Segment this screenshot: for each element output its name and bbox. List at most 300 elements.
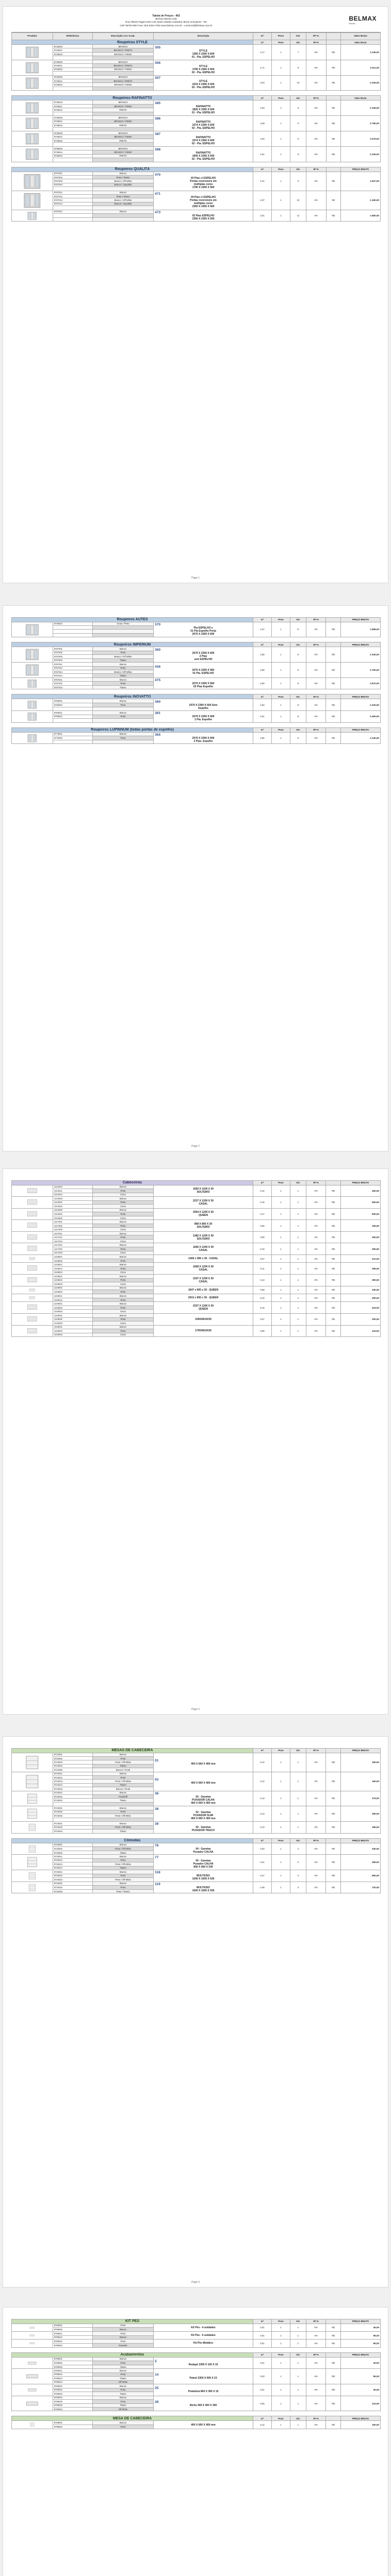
product-vol: 9 bbox=[290, 116, 306, 131]
section-price-head: PREÇO BRUTO bbox=[340, 727, 380, 732]
product-color: Preto bbox=[92, 1212, 153, 1216]
product-vol: 1 bbox=[290, 1791, 306, 1806]
product-color: Branco bbox=[92, 1314, 153, 1318]
product-color: Titanio bbox=[92, 2365, 153, 2369]
currency-label: R$ bbox=[326, 45, 340, 60]
product-thumbnail-icon bbox=[13, 1315, 52, 1324]
product-code: 8724021 bbox=[53, 1791, 92, 1794]
product-price: 110,00 bbox=[340, 2396, 380, 2411]
product-code: 8736030 bbox=[53, 131, 92, 134]
currency-label: R$ bbox=[326, 1772, 340, 1791]
product-code: 1319011 bbox=[53, 1294, 92, 1298]
product-description-line: 400 X 600 X 400 mm bbox=[191, 2423, 216, 2427]
product-vol: 1 bbox=[290, 1302, 306, 1314]
product-color bbox=[92, 214, 153, 218]
product-color: Preto bbox=[92, 1886, 153, 1890]
product-code: 1318001 bbox=[53, 1255, 92, 1259]
product-vol: 3 bbox=[290, 1882, 306, 1893]
product-color: BRANCO / FENDI bbox=[92, 150, 153, 154]
section-col-rs bbox=[326, 617, 340, 622]
product-vol: 1 bbox=[290, 2331, 306, 2339]
product-price: 415,00 bbox=[340, 1302, 380, 1314]
product-code: 8734011 bbox=[53, 1855, 92, 1858]
product-color: Preto bbox=[92, 1189, 153, 1193]
product-code: 1318021 bbox=[53, 1275, 92, 1279]
product-color: Branco bbox=[92, 191, 153, 194]
product-description bbox=[154, 1772, 253, 1791]
product-color bbox=[92, 112, 153, 115]
section-col-m3: m³ bbox=[253, 2352, 271, 2357]
product-ipi: 0% bbox=[306, 2331, 326, 2339]
product-description-line: 2070 X 2300 X 560 bbox=[192, 668, 215, 672]
product-code: 8757002 bbox=[53, 651, 92, 654]
section-col-ipi: IPI % bbox=[306, 1838, 326, 1843]
product-color: Branco bbox=[92, 2396, 153, 2399]
section-gap bbox=[12, 689, 381, 694]
product-ipi: 0% bbox=[306, 2384, 326, 2396]
product-price: 460,00 bbox=[340, 1185, 380, 1197]
product-thumbnail-icon bbox=[13, 46, 52, 59]
section-title-row bbox=[12, 96, 381, 100]
product-vol: 8 bbox=[290, 622, 306, 637]
product-price: 600,00 bbox=[340, 1208, 380, 1220]
product-description-line: 1000 X 1000 X 530 bbox=[192, 1889, 215, 1892]
product-code: 8736041 bbox=[53, 150, 92, 154]
product-color bbox=[92, 127, 153, 131]
currency-label: R$ bbox=[326, 60, 340, 75]
product-description bbox=[154, 1185, 253, 1197]
product-description-line: 1365 X 2300 X 600 bbox=[192, 52, 215, 56]
product-reference: 390 bbox=[155, 700, 161, 704]
product-color: Branco / Fendi bbox=[92, 1787, 153, 1791]
product-thumbnail-icon bbox=[13, 1773, 52, 1790]
product-vol: 8 bbox=[290, 146, 306, 162]
product-code: 1319031 bbox=[53, 1314, 92, 1318]
section-col-ipi: IPI % bbox=[306, 40, 326, 45]
product-price: 720,00 bbox=[340, 1882, 380, 1893]
table-row bbox=[12, 1855, 381, 1858]
product-thumbnail-icon bbox=[13, 1276, 52, 1285]
section-title-row bbox=[12, 2319, 381, 2324]
page-content bbox=[11, 1743, 381, 1893]
product-m3: 2,50 bbox=[253, 699, 271, 711]
table-row bbox=[12, 1231, 381, 1235]
section-col-vol: Vol. bbox=[290, 40, 306, 45]
product-description bbox=[154, 677, 253, 689]
product-code: 8734002 bbox=[53, 1847, 92, 1851]
product-thumbnail-icon bbox=[13, 2333, 52, 2338]
brand-logo bbox=[349, 15, 377, 25]
product-color: Preto bbox=[92, 651, 153, 654]
product-description bbox=[154, 1243, 253, 1255]
product-color: BRANCO / FENDI bbox=[92, 104, 153, 108]
product-vol: 1 bbox=[290, 1263, 306, 1275]
product-vol: 1 bbox=[290, 1255, 306, 1263]
product-code bbox=[53, 143, 92, 146]
product-peso: 1 bbox=[272, 45, 290, 60]
section-col-rs bbox=[326, 1838, 340, 1843]
product-m3: 0,07 bbox=[253, 1255, 271, 1263]
currency-label: R$ bbox=[326, 2396, 340, 2411]
product-description-line: 02 - Pta. ESPELHO bbox=[191, 157, 215, 161]
product-code: 1317011 bbox=[53, 1231, 92, 1235]
product-m3: 2,17 bbox=[253, 45, 272, 60]
product-description-line: 1650 X 1200 X 30 bbox=[193, 1188, 214, 1191]
product-code: 8767002 bbox=[53, 175, 92, 179]
product-code: 1318022 bbox=[53, 1278, 92, 1282]
currency-label: R$ bbox=[326, 1753, 340, 1772]
product-color: Branco bbox=[92, 1855, 153, 1858]
product-code: 1318013 bbox=[53, 1270, 92, 1275]
product-price: 185,00 bbox=[340, 1822, 380, 1834]
section-col-m3: m³ bbox=[253, 617, 271, 622]
product-code: 8724002 bbox=[53, 1756, 92, 1760]
product-code: 8757023 bbox=[53, 685, 92, 689]
section-col-peso: Peso bbox=[271, 694, 290, 699]
product-peso: 1 bbox=[271, 699, 290, 711]
product-peso: 1 bbox=[271, 1822, 290, 1834]
product-code bbox=[53, 112, 92, 115]
product-code: 8734031 bbox=[53, 1882, 92, 1886]
product-color bbox=[92, 206, 153, 210]
product-thumbnail-icon bbox=[13, 2359, 52, 2368]
product-thumbnail-icon bbox=[13, 1221, 52, 1230]
product-description bbox=[154, 45, 253, 60]
product-color bbox=[92, 740, 153, 744]
product-description bbox=[154, 100, 253, 116]
product-ipi: 0% bbox=[306, 647, 326, 663]
product-color: Preto bbox=[92, 2425, 153, 2429]
product-thumbnail-icon bbox=[13, 1303, 52, 1312]
product-thumbnail-icon bbox=[13, 1256, 52, 1261]
section-col-ipi: IPI % bbox=[306, 2416, 326, 2421]
product-m3: 0,47 bbox=[253, 1870, 271, 1882]
product-thumbnail-icon bbox=[13, 192, 52, 209]
product-vol: 1 bbox=[290, 1208, 306, 1220]
product-description bbox=[154, 60, 253, 75]
section-col-rs bbox=[326, 40, 340, 45]
product-color: Preto / Off White bbox=[92, 1780, 153, 1783]
product-ipi: 0% bbox=[306, 131, 326, 146]
section-col-ipi: IPI % bbox=[306, 2352, 326, 2357]
product-peso: 1 bbox=[272, 210, 290, 222]
currency-label: R$ bbox=[326, 116, 340, 131]
product-code: 8736022 bbox=[53, 124, 92, 127]
product-description bbox=[154, 732, 253, 744]
product-code: 8799002 bbox=[53, 2425, 92, 2429]
product-description-line: Portas reversíveis em bbox=[190, 199, 217, 202]
product-vol: 1 bbox=[290, 2396, 306, 2411]
product-peso: 1 bbox=[271, 677, 290, 689]
product-description-line: 2274 X 2300 X 600 bbox=[192, 139, 215, 142]
product-code: 1319023 bbox=[53, 1310, 92, 1314]
product-vol: 1 bbox=[290, 1325, 306, 1337]
product-color: Titanio bbox=[92, 2377, 153, 2380]
product-price: 430,00 bbox=[340, 1843, 380, 1855]
product-description-line: 400 X 600 X 400 mm bbox=[191, 1762, 216, 1766]
product-peso: 1 bbox=[271, 732, 290, 744]
currency-label: R$ bbox=[326, 2331, 340, 2339]
product-description-line: 02 - Pta. ESPELHO bbox=[191, 142, 215, 145]
product-vol: 1 bbox=[290, 1220, 306, 1232]
section-col-m3: m³ bbox=[253, 96, 272, 100]
product-code: 8799001 bbox=[53, 2421, 92, 2425]
product-vol: 9 bbox=[290, 172, 306, 191]
product-description-line: 2564 X 1200 X 30 bbox=[193, 1211, 214, 1214]
product-color: PRETO bbox=[92, 139, 153, 142]
product-m3: 2,66 bbox=[253, 732, 271, 744]
product-reference: 76 bbox=[155, 1843, 159, 1848]
product-ipi: 0% bbox=[306, 1325, 326, 1337]
product-color: Branco bbox=[92, 2335, 153, 2340]
product-m3: 3,04 bbox=[253, 75, 272, 91]
product-color: Branco bbox=[92, 1882, 153, 1886]
product-m3: 2,60 bbox=[253, 677, 271, 689]
section-col-peso: Peso bbox=[271, 727, 290, 732]
table-row bbox=[12, 1185, 381, 1189]
product-color: Titanio bbox=[92, 1829, 153, 1834]
product-image bbox=[12, 1855, 53, 1870]
product-ipi: 0% bbox=[306, 1855, 326, 1870]
product-description-line: Kit Pés - 6 unidades bbox=[191, 2334, 216, 2337]
table-row bbox=[12, 131, 381, 134]
product-color: Branco bbox=[92, 1870, 153, 1874]
product-color: Cinza bbox=[92, 1282, 153, 1286]
product-m3: 0,12 bbox=[253, 1753, 271, 1772]
product-vol: 9 bbox=[290, 60, 306, 75]
product-ipi: 0% bbox=[306, 1275, 326, 1286]
section-title-row bbox=[12, 727, 381, 732]
product-description-line: 1825 X 2300 X 600 bbox=[192, 108, 215, 112]
product-color: Dourado bbox=[92, 2343, 153, 2347]
table-row bbox=[12, 1243, 381, 1247]
section-col-m3: m³ bbox=[253, 642, 271, 647]
table-row bbox=[12, 2324, 381, 2328]
product-color: Preto bbox=[92, 2324, 153, 2328]
section-gap bbox=[12, 722, 381, 727]
product-color: Branco bbox=[92, 732, 153, 736]
product-ipi: 0% bbox=[306, 172, 326, 191]
product-code: 8734012 bbox=[53, 1858, 92, 1862]
product-ipi: 0% bbox=[306, 2369, 326, 2384]
brand-name: BELMAX bbox=[349, 15, 377, 22]
section-col-ipi: IPI % bbox=[306, 167, 326, 172]
product-thumbnail-icon bbox=[13, 679, 52, 688]
product-thumbnail-icon bbox=[13, 117, 52, 130]
product-color bbox=[92, 625, 153, 629]
product-code bbox=[53, 72, 92, 75]
product-color: Preto bbox=[92, 703, 153, 707]
product-thumbnail-icon bbox=[13, 1198, 52, 1207]
product-image bbox=[12, 622, 53, 637]
product-reference: 118 bbox=[155, 1871, 160, 1875]
product-peso: 1 bbox=[271, 1806, 290, 1822]
section-col-rs bbox=[326, 2352, 340, 2357]
product-thumbnail-icon bbox=[13, 1754, 52, 1771]
product-color: BRANCO bbox=[92, 75, 153, 79]
product-peso: 1 bbox=[271, 1314, 290, 1326]
product-code: 8780001 bbox=[53, 2324, 92, 2328]
product-price: 2.611,00 bbox=[340, 60, 380, 75]
product-description-line: 1000 X 1000 X 530 bbox=[192, 1877, 215, 1881]
currency-label: R$ bbox=[326, 677, 340, 689]
section-price-head: PREÇO BRUTO bbox=[340, 617, 380, 622]
product-color bbox=[92, 1802, 153, 1806]
product-code: 8734003 bbox=[53, 1851, 92, 1855]
product-code: 8724001 bbox=[53, 1753, 92, 1756]
product-reference: 386 bbox=[155, 117, 161, 121]
product-vol: 7 bbox=[290, 45, 306, 60]
product-peso: 1 bbox=[271, 2331, 290, 2339]
product-peso: 1 bbox=[272, 75, 290, 91]
section-col-rs bbox=[326, 1748, 340, 1753]
section-gap bbox=[12, 1833, 381, 1838]
product-code: 1319022 bbox=[53, 1306, 92, 1310]
section-title: Roupeiros RAFINATTO bbox=[12, 96, 253, 100]
section-price-head: PREÇO BRUTO bbox=[340, 1180, 380, 1185]
product-code: 1314012 bbox=[53, 1193, 92, 1197]
product-vol: 1 bbox=[290, 1822, 306, 1834]
table-row bbox=[12, 1220, 381, 1224]
product-color: Preto bbox=[92, 682, 153, 686]
product-thumbnail-icon bbox=[13, 1210, 52, 1219]
product-image bbox=[12, 1185, 53, 1197]
column-header-preco: Valor Bruto bbox=[340, 33, 380, 40]
product-thumbnail-icon bbox=[13, 1287, 52, 1293]
section-col-rs bbox=[326, 727, 340, 732]
table-row bbox=[12, 191, 381, 194]
product-price: 160,00 bbox=[340, 1772, 380, 1791]
product-description-line: QUEEN bbox=[199, 1214, 208, 1217]
product-color: Branco bbox=[92, 1286, 153, 1290]
product-description bbox=[154, 1197, 253, 1209]
product-code: 8734032 bbox=[53, 1886, 92, 1890]
product-code bbox=[53, 740, 92, 744]
product-color: BRANCO / FENDI bbox=[92, 83, 153, 87]
product-description-line: MULTIUSO bbox=[197, 1874, 210, 1878]
product-color: Branco bbox=[92, 1255, 153, 1259]
product-color bbox=[92, 630, 153, 633]
product-image bbox=[12, 2421, 53, 2429]
product-color: Preto bbox=[92, 1756, 153, 1760]
product-peso: 1 bbox=[271, 1263, 290, 1275]
table-row bbox=[12, 2421, 381, 2425]
product-m3: 0,01 bbox=[253, 2384, 271, 2396]
product-thumbnail-icon bbox=[13, 2385, 52, 2395]
product-color bbox=[92, 158, 153, 162]
product-image bbox=[12, 131, 53, 146]
product-code: 1318023 bbox=[53, 1282, 92, 1286]
column-header-peso: Peso bbox=[272, 33, 290, 40]
product-vol: 1 bbox=[290, 1806, 306, 1822]
product-color: BRANCO / FENDI bbox=[92, 67, 153, 71]
product-description-line: 400 X 600 X 400 mm bbox=[191, 1817, 216, 1821]
product-code: 1318012 bbox=[53, 1266, 92, 1270]
product-color: BRANCO / PRETO bbox=[92, 64, 153, 67]
product-m3: 0,05 bbox=[253, 1220, 271, 1232]
document-page bbox=[3, 6, 388, 583]
product-description-line: sem ESPELHO bbox=[194, 658, 213, 662]
product-code: 8790013 bbox=[53, 2377, 92, 2380]
table-row bbox=[12, 2340, 381, 2344]
product-description-line: 01 - Pta. ESPELHO bbox=[191, 111, 215, 115]
product-color: Cinza bbox=[92, 1270, 153, 1275]
product-description bbox=[154, 2396, 253, 2411]
product-price: 299,00 bbox=[340, 1263, 380, 1275]
table-row bbox=[12, 146, 381, 150]
table-row bbox=[12, 732, 381, 736]
product-code: 8736011 bbox=[53, 104, 92, 108]
product-description-line: SOLTEIRO bbox=[197, 1226, 210, 1229]
product-description-line: RAFINATTO bbox=[196, 135, 211, 139]
section-price-head: PREÇO BRUTO bbox=[340, 1838, 380, 1843]
product-vol: 1 bbox=[290, 2384, 306, 2396]
column-header-ipi: IPI % bbox=[306, 33, 326, 40]
product-color: Branco bbox=[92, 1185, 153, 1189]
product-code: 8757001 bbox=[53, 647, 92, 651]
product-description-line: 05 - Gavetas bbox=[196, 1859, 211, 1863]
product-color: Preto bbox=[92, 1810, 153, 1814]
section-col-vol: Vol. bbox=[290, 2352, 306, 2357]
product-peso: 1 bbox=[272, 172, 290, 191]
document-page bbox=[3, 605, 388, 1151]
product-color: Branco / Off White bbox=[92, 198, 153, 202]
product-description-line: 01 Pta Espelho Porta bbox=[190, 630, 216, 633]
section-title-row bbox=[12, 617, 381, 622]
product-code: 1319042 bbox=[53, 1329, 92, 1333]
product-price: 3.140,00 bbox=[340, 732, 380, 744]
product-vol: 3 bbox=[290, 1870, 306, 1882]
section-col-peso: Peso bbox=[272, 96, 290, 100]
section-price-head: PREÇO BRUTO bbox=[340, 1748, 380, 1753]
product-code: 1317023 bbox=[53, 1251, 92, 1255]
product-price: 250,00 bbox=[340, 1231, 380, 1243]
product-code: 8734033 bbox=[53, 1889, 92, 1893]
product-color: Branco bbox=[92, 1275, 153, 1279]
product-peso: 1 bbox=[271, 1882, 290, 1893]
product-code: 1314021 bbox=[53, 1200, 92, 1205]
column-header-descricao: Descrição bbox=[154, 33, 253, 40]
product-peso: 1 bbox=[271, 2384, 290, 2396]
product-image bbox=[12, 2324, 53, 2331]
product-reference: 03 bbox=[155, 1778, 159, 1782]
section-price-head: PREÇO BRUTO bbox=[340, 167, 380, 172]
section-title: Acabamentos bbox=[12, 2352, 253, 2357]
product-ipi: 0% bbox=[306, 732, 326, 744]
table-row bbox=[12, 100, 381, 104]
product-color: PRETO bbox=[92, 124, 153, 127]
product-m3: 0,33 bbox=[253, 1843, 271, 1855]
product-code bbox=[53, 1818, 92, 1821]
product-code: 1319002 bbox=[53, 1290, 92, 1294]
product-ipi: 0% bbox=[306, 1220, 326, 1232]
section-col-peso: Peso bbox=[271, 1180, 290, 1185]
table-row bbox=[12, 647, 381, 651]
section-gap bbox=[12, 1743, 381, 1748]
product-code bbox=[53, 217, 92, 222]
product-ipi: 0% bbox=[306, 116, 326, 131]
column-header-referencia: Referência bbox=[53, 33, 92, 40]
product-m3: 2,71 bbox=[253, 60, 272, 75]
product-color: BRANCO / FENDI bbox=[92, 52, 153, 56]
product-ipi: 0% bbox=[306, 2357, 326, 2369]
product-price: 58,00 bbox=[340, 2331, 380, 2339]
product-thumbnail-icon bbox=[13, 1244, 52, 1253]
product-code: 1319032 bbox=[53, 1317, 92, 1321]
product-ipi: 0% bbox=[306, 1753, 326, 1772]
product-description-line: PUXADOR TRACO bbox=[191, 1829, 215, 1833]
product-code: 8734014 bbox=[53, 1866, 92, 1870]
